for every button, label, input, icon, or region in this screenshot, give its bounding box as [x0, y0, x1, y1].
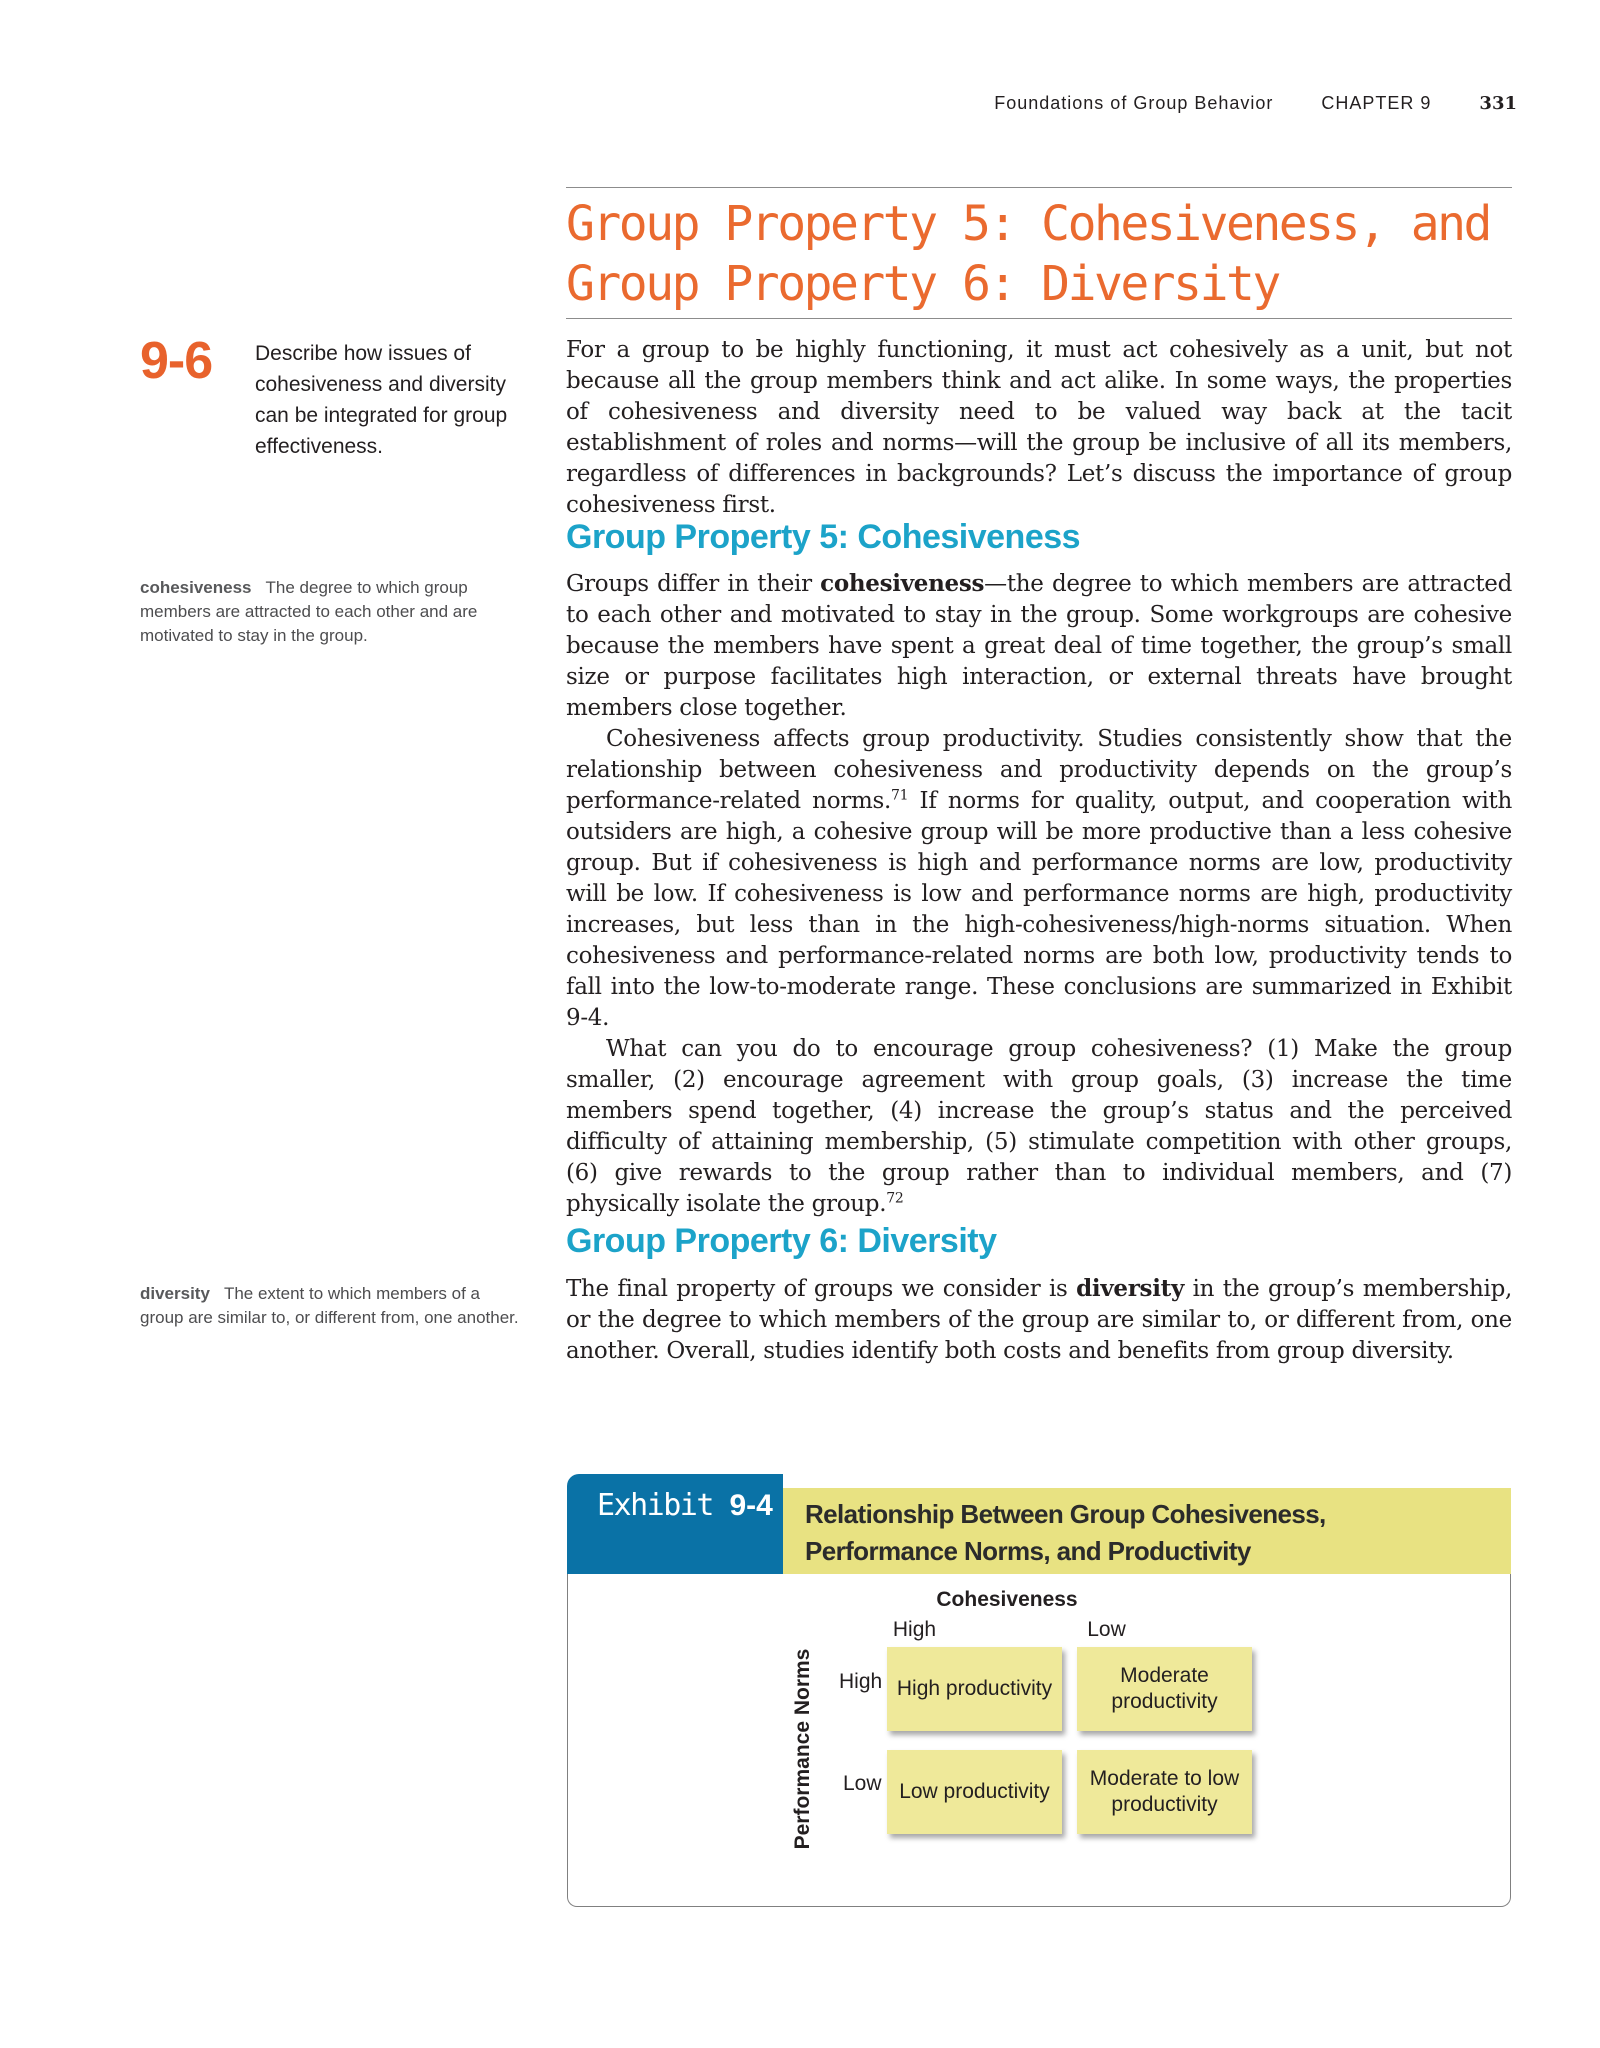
objective-number: 9-6: [140, 332, 213, 390]
text-run: Cohesiveness affects group productivity. Studies consistently show that the relationship between cohesiveness and productivity depends on the group’s performance-related norms.: [566, 726, 1512, 814]
exhibit-title-bar: [783, 1488, 1511, 1574]
exhibit-label-number: 9-4: [729, 1489, 773, 1522]
text-run: —the degree to which members are attracted to each other and motivated to stay in the group. Some workgroups are cohesive because the members have spent a great deal of time together, the group’s small size or purpose facilitates high interaction, or external threats have brought members close together.: [566, 571, 1512, 721]
section-title: Group Property 5: Cohesiveness, and Group Property 6: Diversity: [566, 196, 1490, 312]
glossary-term: cohesiveness: [140, 578, 252, 597]
chapter-label: CHAPTER 9: [1321, 93, 1432, 113]
exhibit-label-tab: [567, 1474, 783, 1574]
text-run: in the group’s membership, or the degree to which members of the group are similar to, or different from, one another. Overall, studies identify both costs and benefits from group diversity.: [566, 1276, 1513, 1364]
intro-paragraph: [566, 335, 1512, 521]
chapter-title: Foundations of Group Behavior: [994, 93, 1274, 113]
exhibit-label-word: Exhibit: [597, 1488, 713, 1523]
intro-text: For a group to be highly functioning, it must act cohesively as a unit, but not because all the group members think and act alike. In some ways, the properties of cohesiveness and diversity need to be valued way back at the tacit establishment of roles and norms—will the group be inclusive of all its members, regardless of differences in backgrounds? Let’s discuss the importance of group cohesiveness first.: [566, 337, 1512, 518]
exhibit-title: [805, 1496, 1326, 1570]
page-number: 331: [1479, 93, 1517, 114]
cohesiveness-paragraph-2: [566, 724, 1512, 1034]
diversity-body: [566, 1273, 1512, 1367]
row-label-high: High: [839, 1670, 883, 1693]
glossary-definition: The extent to which members of a group are similar to, or different from, one another.: [140, 1284, 519, 1327]
exhibit-title-line: Performance Norms, and Productivity: [805, 1536, 1251, 1566]
matrix-cell-text: Low productivity: [899, 1780, 1050, 1803]
text-run: The final property of groups we consider is: [566, 1276, 1077, 1302]
matrix-cell: [887, 1750, 1062, 1834]
running-header: [994, 93, 1517, 114]
glossary-diversity: [140, 1282, 520, 1330]
column-label-low: Low: [1087, 1618, 1126, 1641]
matrix-cell: [1077, 1647, 1252, 1731]
subhead-diversity: Group Property 6: Diversity: [566, 1222, 997, 1260]
matrix-cell-text: High productivity: [896, 1677, 1053, 1700]
matrix-cell-text: Moderate to low productivity: [1089, 1767, 1240, 1816]
endnote-ref: 71: [890, 787, 909, 804]
text-run: What can you do to encourage group cohesiveness? (1) Make the group smaller, (2) encourage agreement with group goals, (3) increase the time members spend together, (4) increase the group’s status and the perceived difficulty of attaining membership, (5) stimulate competition with other groups, (6) give rewards to the group rather than to individual members, and (7) physically isolate the group.: [566, 1036, 1512, 1217]
glossary-cohesiveness: [140, 576, 520, 648]
matrix-cell: [887, 1647, 1062, 1731]
subhead-cohesiveness: Group Property 5: Cohesiveness: [566, 518, 1081, 556]
key-term: diversity: [1076, 1275, 1185, 1302]
cohesiveness-body: [566, 568, 1512, 1220]
title-bottom-rule: [566, 318, 1512, 319]
text-run: If norms for quality, output, and cooperation with outsiders are high, a cohesive group will be more productive than a less cohesive group. But if cohesiveness is high and performance norms are low, productivity will be low. If cohesiveness is low and performance norms are high, productivity increases, but less than in the high-cohesiveness/high-norms situation. When cohesiveness and performance-related norms are both low, productivity tends to fall into the low-to-moderate range. These conclusions are summarized in Exhibit 9-4.: [566, 788, 1513, 1031]
exhibit-9-4: [567, 1474, 1511, 1908]
exhibit-title-line: Relationship Between Group Cohesiveness,: [805, 1499, 1326, 1529]
key-term: cohesiveness: [820, 570, 985, 597]
matrix-cell-text: Moderate productivity: [1111, 1664, 1218, 1713]
endnote-ref: 72: [886, 1190, 904, 1207]
x-axis-title: Cohesiveness: [936, 1588, 1078, 1611]
diversity-paragraph-1: [566, 1273, 1512, 1367]
row-label-low: Low: [843, 1772, 882, 1795]
cohesiveness-paragraph-1: [566, 568, 1512, 724]
objective-text: Describe how issues of cohesiveness and diversity can be integrated for group effectiveness.: [255, 342, 508, 458]
y-axis-title: Performance Norms: [791, 1648, 814, 1850]
matrix-cell: [1077, 1750, 1252, 1834]
glossary-term: diversity: [140, 1284, 210, 1303]
text-run: Groups differ in their: [566, 571, 821, 597]
column-label-high: High: [892, 1618, 937, 1641]
title-top-rule: [566, 187, 1512, 188]
glossary-definition: The degree to which group members are attracted to each other and are motivated to stay in the group.: [140, 578, 478, 645]
cohesiveness-paragraph-3: [566, 1034, 1512, 1220]
